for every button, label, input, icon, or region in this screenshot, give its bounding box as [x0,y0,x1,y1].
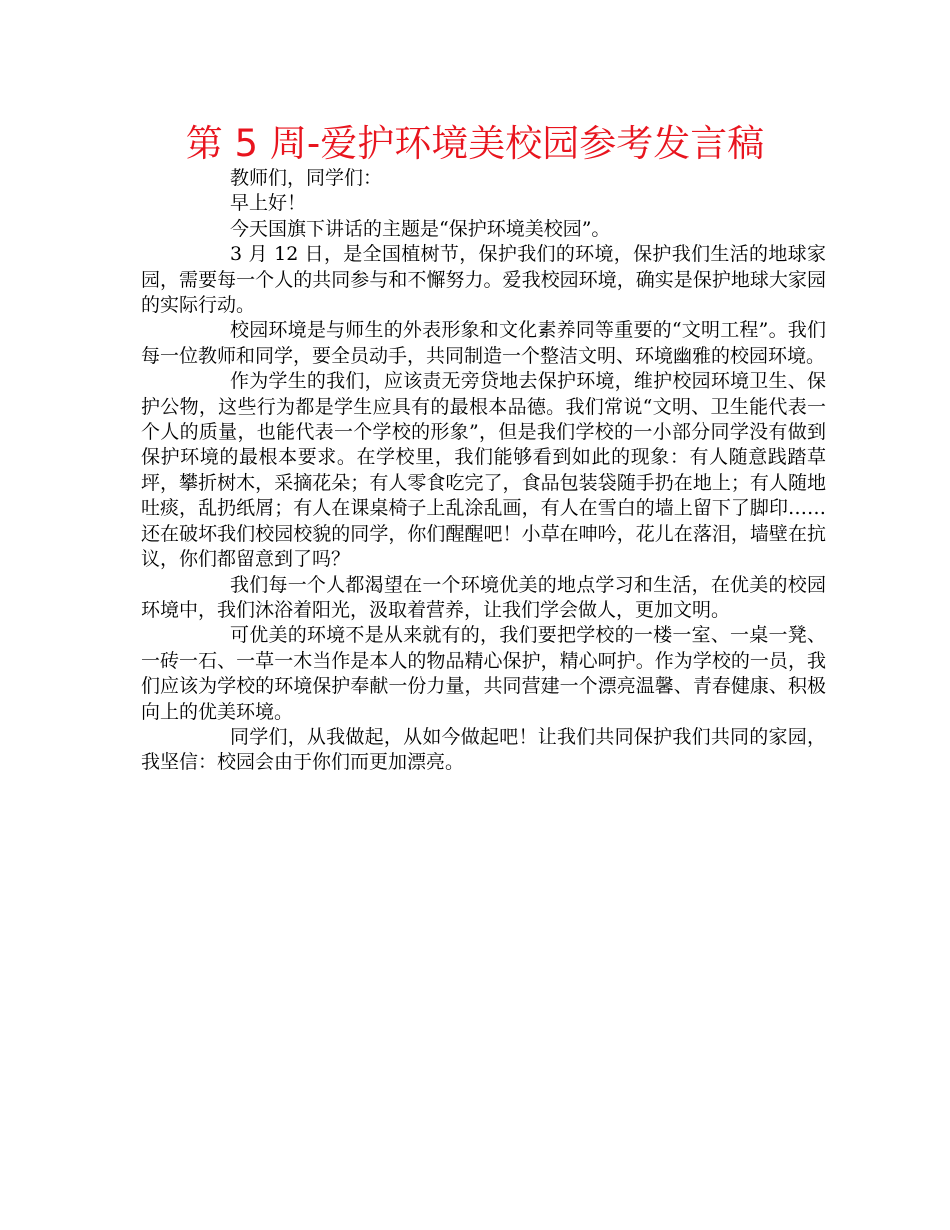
paragraph-salutation: 教师们，同学们： [230,167,383,189]
paragraph-beautiful-environment: 我们每一个人都渴望在一个环境优美的地点学习和生活，在优美的校园环境中，我们沐浴着阳光，汲取着营养，让我们学会做人，更加文明。 [141,573,826,621]
paragraph-arbor-day: 3 月 12 日，是全国植树节，保护我们的环境，保护我们生活的地球家园，需要每一个人的共同参与和不懈努力。爱我校园环境，确实是保护地球大家园的实际行动。 [141,243,826,317]
paragraph-closing: 同学们，从我做起，从如今做起吧！让我们共同保护我们共同的家园，我坚信：校园会由于你们而更加漂亮。 [141,725,826,774]
paragraph-protect-campus: 可优美的环境不是从来就有的，我们要把学校的一楼一室、一桌一凳、一砖一石、一草一木当作是本人的物品精心保护，精心呵护。作为学校的一员，我们应该为学校的环境保护奉献一份力量，共同营建一个漂亮温馨、青春健康、积极向上的优美环境。 [141,624,826,723]
speech-body [141,166,826,776]
paragraph-student-duty: 作为学生的我们，应该责无旁贷地去保护环境，维护校园环境卫生、保护公物，这些行为都是学生应具有的最根本品德。我们常说“文明、卫生能代表一个人的质量，也能代表一个学校的形象”，但是我们学校的一小部分同学没有做到保护环境的最根本要求。在学校里，我们能够看到如此的现象：有人随意践踏草坪，攀折树木，采摘花朵；有人零食吃完了，食品包装袋随手扔在地上；有人随地吐痰，乱扔纸屑；有人在课桌椅子上乱涂乱画，有人在雪白的墙上留下了脚印……还在破坏我们校园校貌的同学，你们醒醒吧！小草在呻吟，花儿在落泪，墙壁在抗议，你们都留意到了吗？ [141,370,826,571]
paragraph-greeting: 早上好！ [230,192,307,215]
document-title: 第 5 周-爱护环境美校园参考发言稿 [185,122,765,165]
paragraph-topic: 今天国旗下讲话的主题是“保护环境美校园”。 [230,217,611,240]
paragraph-civilization-project: 校园环境是与师生的外表形象和文化素养同等重要的“文明工程”。我们每一位教师和同学，要全员动手，共同制造一个整洁文明、环境幽雅的校园环境。 [141,319,826,367]
